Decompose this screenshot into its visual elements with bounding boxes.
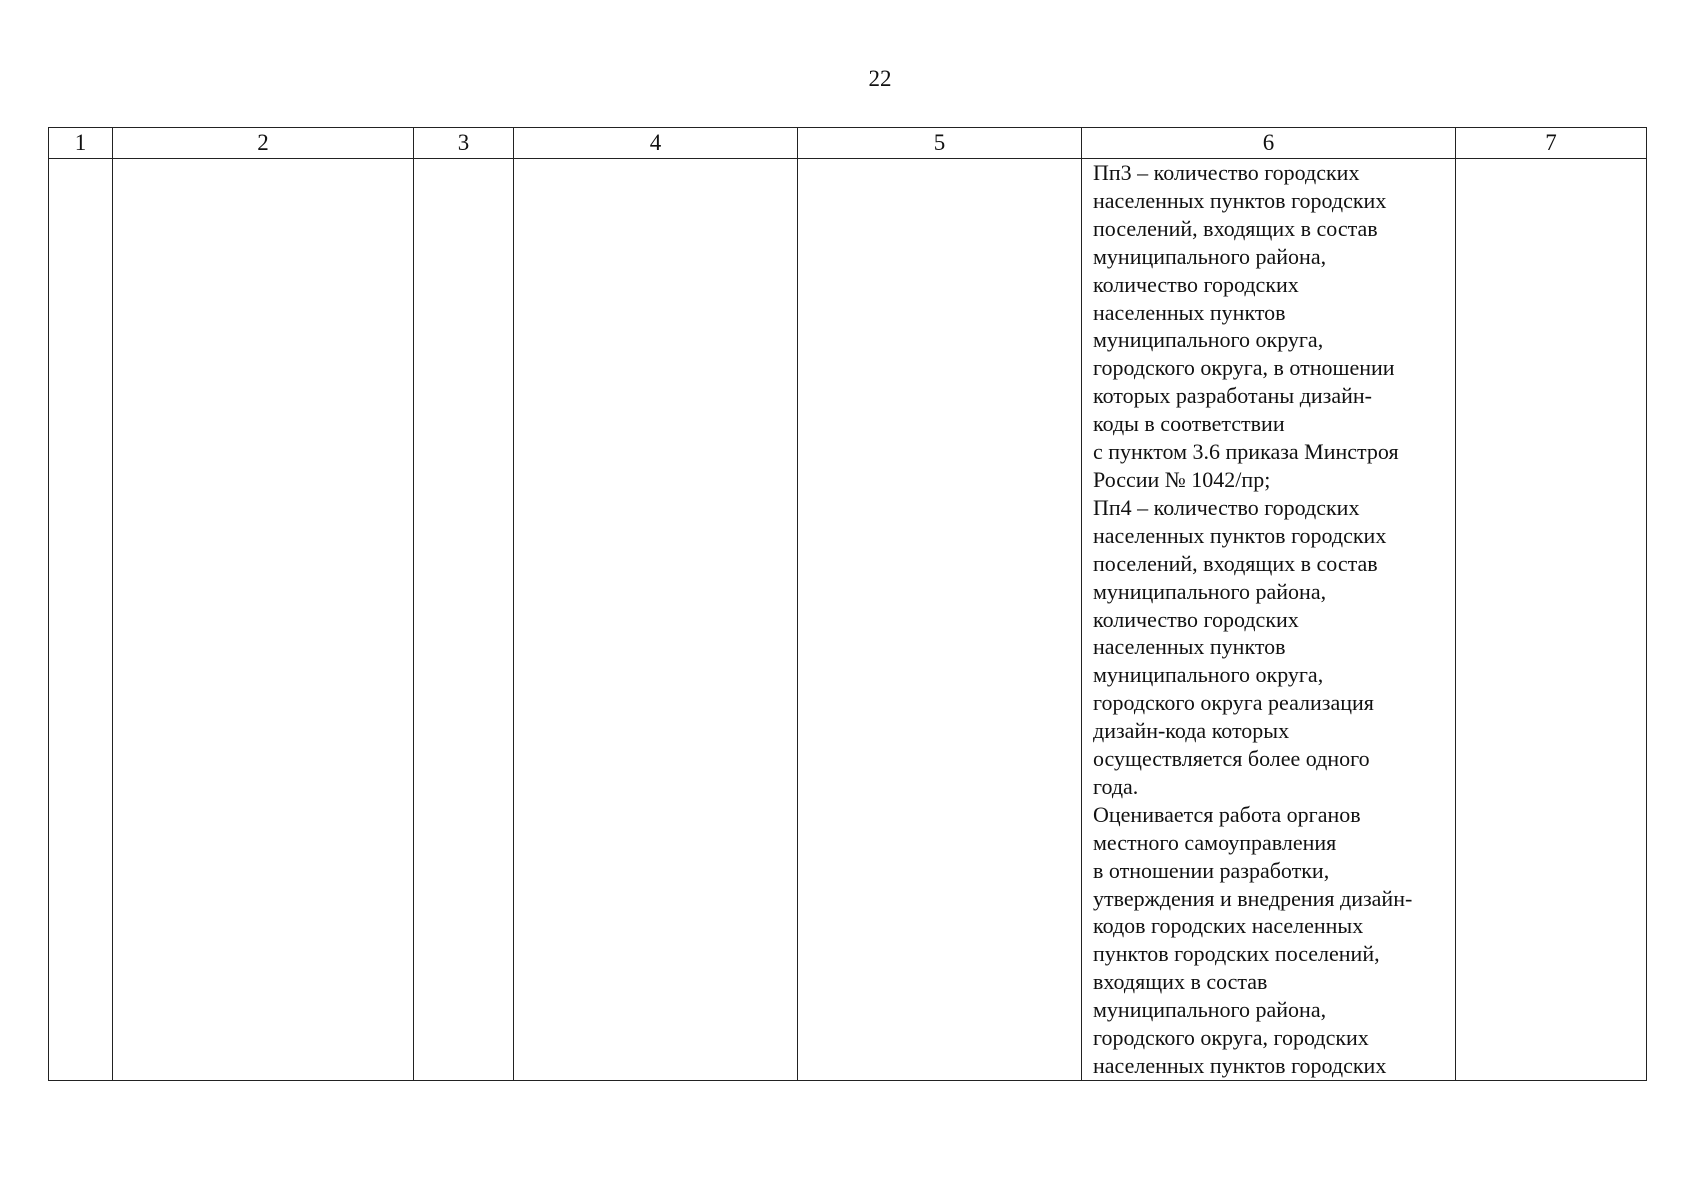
table-cell-col2 (113, 159, 414, 1081)
page-number: 22 (868, 66, 892, 91)
column-header-3: 3 (414, 128, 514, 159)
table-cell-col3 (414, 159, 514, 1081)
indicator-table (48, 127, 1647, 1081)
table-cell-col7 (1456, 159, 1647, 1081)
table-cell-col4 (514, 159, 798, 1081)
table-cell-col6 (1082, 159, 1456, 1081)
column-header-2: 2 (113, 128, 414, 159)
table-cell-col5 (798, 159, 1082, 1081)
column-header-5: 5 (798, 128, 1082, 159)
table-cell-col1 (49, 159, 113, 1081)
column-header-4: 4 (514, 128, 798, 159)
column-header-1: 1 (49, 128, 113, 159)
table-row (49, 159, 1647, 1081)
column-header-7: 7 (1456, 128, 1647, 159)
indicator-description-text: Пп3 – количество городских населенных пунктов городских поселений, входящих в состав муниципального района, количество городских населенных пунктов муниципального округа, городского округа, в отношении которых разработаны дизайн- коды в соответствии с пунктом 3.6 приказа Минстроя России № 1042/пр; Пп4 – количество городских населенных пунктов городских поселений, входящих в состав муниципального района, количество городских населенных пунктов муниципального округа, городского округа реализация дизайн-кода которых осуществляется более одного года. Оценивается работа органов местного самоуправления в отношении разработки, утверждения и внедрения дизайн- кодов городских населенных пунктов городских поселений, входящих в состав муниципального района, городского округа, городских населенных пунктов городских (1093, 160, 1413, 1078)
header-row (49, 128, 1647, 159)
column-header-6: 6 (1082, 128, 1456, 159)
